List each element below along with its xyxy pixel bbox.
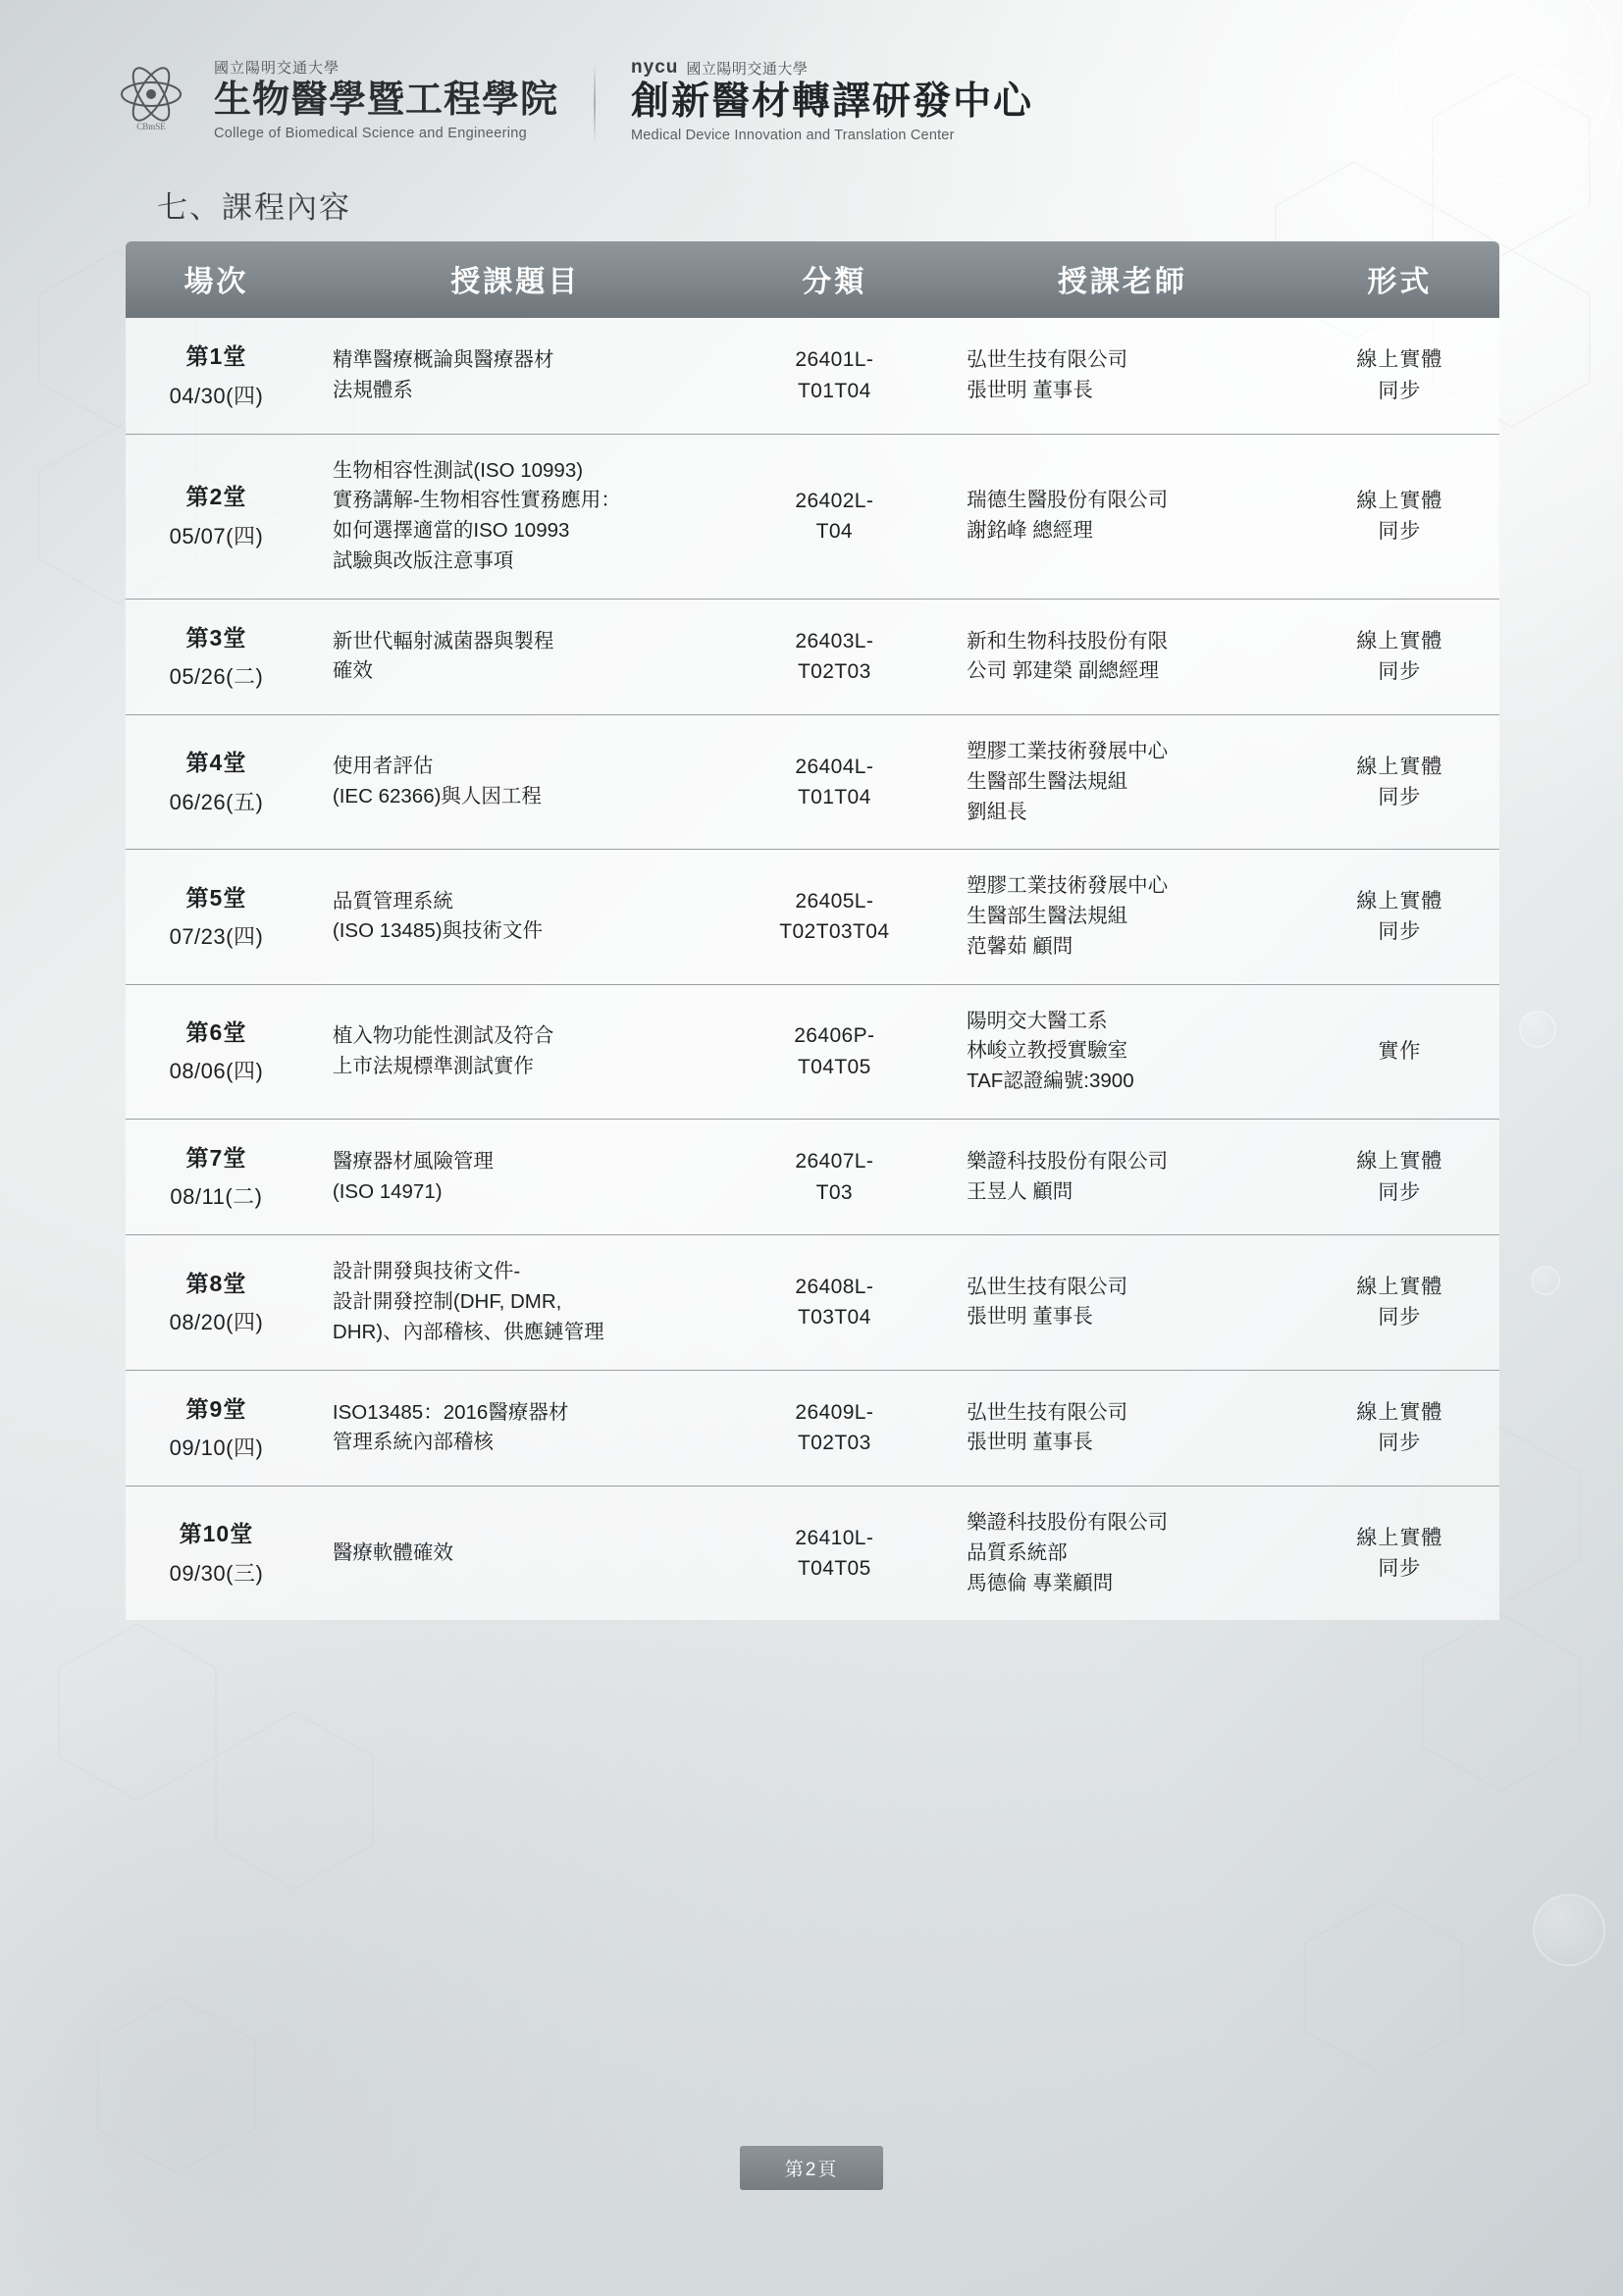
cell-session (126, 850, 307, 984)
cell-session (126, 715, 307, 850)
cell-category (724, 599, 946, 715)
center-subtitle-row (631, 57, 1033, 78)
cell-teacher-line: 陽明交大醫工系 (967, 1009, 1108, 1032)
table-row (126, 1487, 1499, 1621)
cell-session (126, 1487, 307, 1621)
table-row (126, 984, 1499, 1119)
cell-topic (307, 1370, 724, 1487)
cell-format-line: 線上實體 (1356, 1400, 1443, 1424)
cell-topic (307, 715, 724, 850)
cell-topic-line: 新世代輻射滅菌器與製程 (332, 629, 554, 652)
session-number: 第5堂 (185, 884, 247, 911)
table-row (126, 1370, 1499, 1487)
cell-teacher (945, 715, 1300, 850)
cell-category (724, 850, 946, 984)
cell-topic (307, 1235, 724, 1370)
cell-category (724, 1487, 946, 1621)
cell-format-line: 線上實體 (1356, 1526, 1443, 1549)
cell-teacher (945, 434, 1300, 599)
bokeh-circle-decoration (1472, 69, 1623, 220)
session-date: 04/30(四) (169, 383, 264, 408)
cell-topic-line: 管理系統內部稽核 (332, 1431, 494, 1454)
table-row (126, 318, 1499, 434)
cell-session (126, 318, 307, 434)
cell-category (724, 1235, 946, 1370)
cell-teacher-line: 馬德倫 專業顧問 (967, 1571, 1114, 1594)
cell-category-line: 26410L- (795, 1526, 874, 1549)
university-name-small-right: 國立陽明交通大學 (686, 60, 809, 78)
cell-format-line: 同步 (1378, 660, 1422, 684)
cell-topic (307, 599, 724, 715)
cell-teacher-line: 劉組長 (967, 800, 1027, 823)
cell-teacher-line: 弘世生技有限公司 (967, 348, 1128, 371)
cell-topic-line: 生物相容性測試(ISO 10993) (332, 458, 584, 482)
cell-session (126, 599, 307, 715)
cell-teacher-line: 塑膠工業技術發展中心 (967, 874, 1169, 898)
cell-format-line: 線上實體 (1356, 489, 1443, 512)
college-name-english: College of Biomedical Science and Engineering (214, 125, 527, 141)
cell-format-line: 同步 (1378, 520, 1422, 543)
cell-topic-line: 使用者評估 (332, 755, 434, 778)
cell-format-line: 線上實體 (1356, 1275, 1443, 1298)
table-body (126, 318, 1499, 1620)
cell-topic-line: DHR)、內部稽核、供應鏈管理 (332, 1320, 604, 1343)
cell-category-line: T04 (815, 520, 854, 543)
cell-format-line: 線上實體 (1356, 1150, 1443, 1173)
cell-teacher-line: 林峻立教授實驗室 (967, 1039, 1128, 1063)
cell-format-line: 同步 (1378, 1557, 1422, 1581)
cell-teacher (945, 1370, 1300, 1487)
cell-topic-line: 品質管理系統 (332, 889, 453, 913)
cell-format (1300, 434, 1499, 599)
nycu-wordmark: nycu (631, 57, 679, 78)
center-name: 創新醫材轉譯研發中心 (631, 80, 1034, 123)
cell-category-line: T03T04 (797, 1306, 871, 1330)
cell-topic-line: 確效 (332, 659, 373, 683)
table-row (126, 715, 1499, 850)
session-date: 09/10(四) (169, 1435, 264, 1460)
cell-topic-line: 精準醫療概論與醫療器材 (332, 348, 554, 371)
cell-category-line: 26408L- (795, 1275, 874, 1298)
cell-format (1300, 984, 1499, 1119)
bokeh-circle-decoration (1354, 137, 1446, 230)
session-date: 07/23(四) (169, 924, 264, 950)
cell-category-line: T04T05 (797, 1055, 871, 1078)
cell-category (724, 434, 946, 599)
cell-format-line: 線上實體 (1356, 348, 1443, 372)
cell-teacher (945, 1487, 1300, 1621)
cell-category (724, 715, 946, 850)
cell-category-line: T04T05 (797, 1557, 871, 1581)
center-name-english: Medical Device Innovation and Translation Center (631, 127, 955, 143)
cell-format-line: 同步 (1378, 786, 1422, 809)
column-header-format: 形式 (1300, 241, 1499, 318)
cell-topic-line: 設計開發控制(DHF, DMR, (332, 1290, 562, 1313)
cell-format-line: 同步 (1378, 920, 1422, 944)
cell-topic-line: 如何選擇適當的ISO 10993 (332, 519, 570, 542)
cell-teacher-line: 張世明 董事長 (967, 378, 1093, 401)
cell-category-line: 26405L- (795, 889, 874, 913)
session-number: 第10堂 (179, 1521, 254, 1547)
cell-teacher-line: 樂證科技股份有限公司 (967, 1511, 1169, 1534)
cell-format-line: 線上實體 (1356, 755, 1443, 778)
session-number: 第2堂 (185, 484, 247, 510)
cell-topic (307, 1119, 724, 1235)
cell-topic-line: 設計開發與技術文件- (332, 1260, 521, 1283)
section-title: 七、課程內容 (157, 190, 351, 225)
cell-session (126, 984, 307, 1119)
column-header-session: 場次 (126, 241, 307, 318)
column-header-category: 分類 (724, 241, 946, 318)
college-identity-block (214, 57, 558, 141)
cell-category-line: 26406P- (794, 1024, 875, 1048)
cell-session (126, 434, 307, 599)
column-header-topic: 授課題目 (307, 241, 724, 318)
bokeh-circle-decoration (1533, 1894, 1605, 1966)
cell-format-line: 同步 (1378, 1180, 1422, 1204)
cell-format (1300, 599, 1499, 715)
svg-text:CBmSE: CBmSE (136, 122, 166, 131)
cell-teacher-line: 張世明 董事長 (967, 1431, 1093, 1454)
cell-topic (307, 318, 724, 434)
table-row (126, 1235, 1499, 1370)
session-date: 05/26(二) (169, 664, 264, 689)
cell-format-line: 同步 (1378, 379, 1422, 402)
page-footer (0, 2146, 1623, 2190)
cell-topic-line: 醫療器材風險管理 (332, 1149, 494, 1173)
page-number-badge: 第2頁 (740, 2146, 884, 2190)
table-row (126, 1119, 1499, 1235)
cell-topic (307, 434, 724, 599)
cell-category-line: T03 (815, 1180, 854, 1204)
cell-session (126, 1235, 307, 1370)
cell-topic-line: (ISO 13485)與技術文件 (332, 919, 544, 943)
table-header (126, 241, 1499, 318)
cell-category-line: T02T03 (797, 1432, 871, 1455)
cell-topic-line: 實務講解-生物相容性實務應用： (332, 489, 621, 512)
session-date: 08/06(四) (169, 1059, 264, 1084)
atom-logo-icon (116, 61, 188, 139)
cell-teacher-line: 生醫部生醫法規組 (967, 769, 1128, 793)
cell-category-line: T02T03T04 (779, 920, 890, 944)
session-date: 09/30(三) (169, 1560, 264, 1586)
cell-category-line: 26407L- (795, 1150, 874, 1173)
cell-format (1300, 1370, 1499, 1487)
cell-teacher (945, 599, 1300, 715)
cell-session (126, 1370, 307, 1487)
cell-topic-line: 植入物功能性測試及符合 (332, 1023, 554, 1047)
column-header-teacher: 授課老師 (945, 241, 1300, 318)
cell-format-line: 實作 (1378, 1039, 1422, 1063)
cell-teacher-line: 弘世生技有限公司 (967, 1400, 1128, 1424)
session-number: 第4堂 (185, 750, 247, 776)
cell-teacher-line: 范馨茹 顧問 (967, 934, 1073, 958)
course-schedule-table-container (126, 241, 1499, 1620)
cell-topic-line: 試驗與改版注意事項 (332, 548, 514, 572)
cell-teacher-line: 樂證科技股份有限公司 (967, 1149, 1169, 1173)
cell-teacher (945, 1235, 1300, 1370)
cell-format-line: 同步 (1378, 1432, 1422, 1455)
cell-teacher-line: 王昱人 顧問 (967, 1179, 1073, 1203)
bokeh-circle-decoration (1531, 1266, 1560, 1295)
cell-category-line: 26403L- (795, 629, 874, 652)
cell-teacher-line: 公司 郭建榮 副總經理 (967, 659, 1159, 683)
cell-format (1300, 1235, 1499, 1370)
header-divider (594, 63, 596, 143)
cell-category (724, 1119, 946, 1235)
cell-topic-line: 醫療軟體確效 (332, 1540, 453, 1564)
cell-category (724, 1370, 946, 1487)
session-date: 06/26(五) (169, 789, 264, 814)
cell-teacher (945, 1119, 1300, 1235)
cell-category (724, 318, 946, 434)
cell-format (1300, 1487, 1499, 1621)
cell-teacher (945, 850, 1300, 984)
cell-format (1300, 715, 1499, 850)
document-header (116, 57, 1033, 143)
cell-topic (307, 850, 724, 984)
cell-format-line: 同步 (1378, 1306, 1422, 1330)
cell-teacher-line: 塑膠工業技術發展中心 (967, 740, 1169, 762)
cell-teacher-line: 生醫部生醫法規組 (967, 905, 1128, 927)
cell-teacher-line: 弘世生技有限公司 (967, 1275, 1128, 1298)
cell-topic-line: 法規體系 (332, 378, 413, 401)
table-row (126, 599, 1499, 715)
cell-teacher-line: 新和生物科技股份有限 (967, 629, 1169, 652)
cell-category-line: 26401L- (795, 348, 874, 372)
cell-teacher (945, 318, 1300, 434)
cell-teacher-line: 張世明 董事長 (967, 1305, 1093, 1329)
cell-format-line: 線上實體 (1356, 889, 1443, 913)
center-identity-block (631, 57, 1033, 143)
cell-topic-line: ISO13485：2016醫療器材 (332, 1400, 569, 1424)
cell-format (1300, 318, 1499, 434)
cell-category-line: T01T04 (797, 786, 871, 809)
university-name-small: 國立陽明交通大學 (214, 60, 340, 77)
cell-category-line: 26409L- (795, 1400, 874, 1424)
cell-format-line: 線上實體 (1356, 629, 1443, 652)
cell-teacher (945, 984, 1300, 1119)
cell-format (1300, 850, 1499, 984)
session-number: 第7堂 (185, 1144, 247, 1171)
course-schedule-table (126, 241, 1499, 1620)
cell-topic (307, 984, 724, 1119)
session-date: 08/11(二) (170, 1184, 263, 1210)
cell-topic-line: (ISO 14971) (332, 1179, 443, 1203)
cell-topic-line: (IEC 62366)與人因工程 (332, 785, 542, 809)
cell-category-line: T01T04 (797, 379, 871, 402)
session-number: 第3堂 (185, 624, 247, 651)
session-date: 08/20(四) (169, 1310, 264, 1335)
cell-teacher-line: 品質系統部 (967, 1540, 1068, 1564)
cell-category-line: T02T03 (797, 660, 871, 684)
bokeh-circle-decoration (1519, 1011, 1556, 1048)
table-row (126, 850, 1499, 984)
session-number: 第9堂 (185, 1395, 247, 1422)
session-date: 05/07(四) (169, 523, 264, 548)
bokeh-circle-decoration (1393, 0, 1613, 181)
session-number: 第1堂 (185, 343, 247, 369)
session-number: 第8堂 (185, 1270, 247, 1296)
cell-topic-line: 上市法規標準測試實作 (332, 1054, 534, 1077)
cell-category-line: 26402L- (795, 489, 874, 512)
cell-format (1300, 1119, 1499, 1235)
table-header-row (126, 241, 1499, 318)
college-name: 生物醫學暨工程學院 (214, 79, 559, 121)
cell-category (724, 984, 946, 1119)
cell-category-line: 26404L- (795, 755, 874, 778)
cell-teacher-line: 謝銘峰 總經理 (967, 519, 1093, 542)
cell-topic (307, 1487, 724, 1621)
session-number: 第6堂 (185, 1018, 247, 1045)
cell-teacher-line: TAF認證編號:3900 (967, 1070, 1134, 1092)
cell-teacher-line: 瑞德生醫股份有限公司 (967, 489, 1169, 512)
table-row (126, 434, 1499, 599)
cell-session (126, 1119, 307, 1235)
